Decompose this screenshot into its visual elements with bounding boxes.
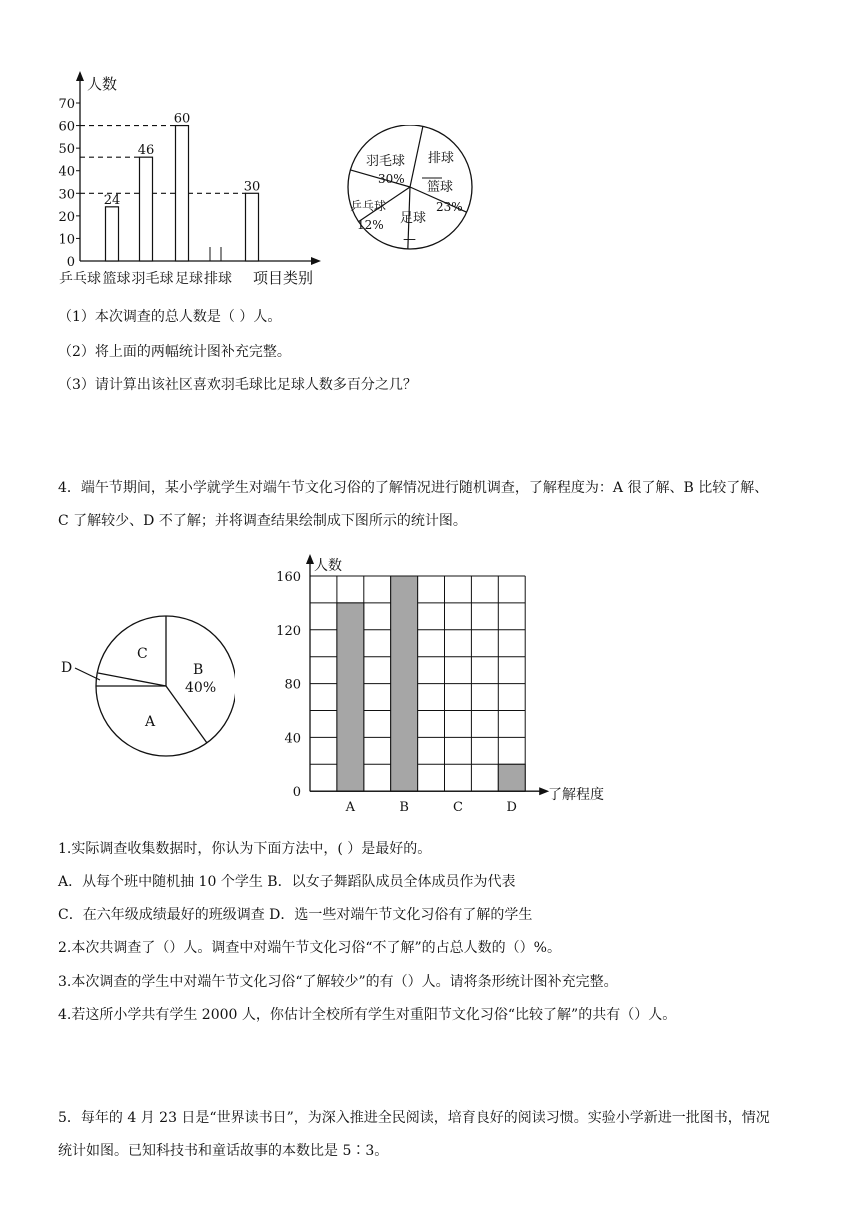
sports-bar-tick-label: 70 [58,97,75,112]
sports-bar-category-label: 排球 [204,271,232,287]
pie-label-a: A [145,714,156,730]
sports-bar-tick-label: 10 [58,232,75,248]
understanding-tick-label: 160 [276,570,301,585]
sports-bar-categories [59,270,232,287]
pie-label-pingpong: 乒乓球 [350,199,387,213]
sports-bar-ticks [58,97,80,270]
pie-label-d: D [61,660,73,676]
pie-label-c: C [137,646,148,662]
sports-bar-reference-lines [80,126,246,194]
sports-bar-value-label: 30 [243,179,261,195]
q4-intro-line1: 4．端午节期间，某小学就学生对端午节文化习俗的了解情况进行随机调查，了解程度为：A 很了解、B 比较了解、 [58,480,769,496]
sports-bar-tick-label: 50 [58,142,75,158]
understanding-bar-xlabel: 了解程度 [548,787,604,803]
pie-value-b: 40% [185,680,217,696]
understanding-category-label: D [506,800,517,815]
q4-option-ab: A．从每个班中随机抽 10 个学生 B．以女子舞蹈队成员全体成员作为代表 [58,874,516,890]
sports-bar-category-label: 篮球 [102,271,131,287]
understanding-pie-chart [55,610,235,760]
sports-bar-value-label: 24 [103,192,121,208]
sports-bar-xlabel: 项目类别 [253,269,314,287]
understanding-tick-label: 80 [284,677,301,693]
pie-label-football: 足球 [400,211,427,226]
sports-bar-bars [104,112,261,261]
understanding-category-label: A [345,800,356,815]
q4-option-cd: C．在六年级成绩最好的班级调查 D．选一些对端午节文化习俗有了解的学生 [58,907,533,923]
understanding-y-arrow [306,554,314,564]
q4-part2: 2.本次共调查了（）人。调查中对端午节文化习俗“不了解”的占总人数的（）%。 [58,940,561,956]
sports-bar-y-arrow [76,71,84,81]
sports-bar-tick-label: 20 [58,209,75,225]
understanding-category-label: C [452,800,463,815]
understanding-bar-ticks [276,570,301,800]
q3-part3: （3）请计算出该社区喜欢羽毛球比足球人数多百分之几？ [58,377,417,393]
q4-part1: 1.实际调查收集数据时，你认为下面方法中，( ）是最好的。 [58,841,432,857]
q4-part4: 4.若这所小学共有学生 2000 人，你估计全校所有学生对重阳节文化习俗“比较了解”的共有（）人。 [58,1007,677,1023]
sports-bar-tick-label: 0 [66,255,75,270]
pie-label-b: B [193,662,204,678]
q5-line1: 5．每年的 4 月 23 日是“世界读书日”，为深入推进全民阅读，培育良好的阅读习惯。实验小学新进一批图书，情况 [58,1110,770,1126]
pie-value-football: — [403,232,416,247]
sports-bar-1 [140,157,153,261]
pie-value-basketball: 23% [436,200,463,214]
sports-bar-category-label: 羽毛球 [131,271,174,287]
pie-label-volleyball: 排球 [428,151,455,166]
pie-value-badminton: 30% [378,172,405,186]
understanding-tick-label: 40 [284,731,301,747]
understanding-bar-A [337,603,364,791]
sports-bar-ylabel: 人数 [87,75,118,93]
sports-bar-chart [55,65,330,290]
understanding-bar-categories [345,800,517,815]
q3-part2: （2）将上面的两幅统计图补充完整。 [58,344,291,360]
sports-bar-category-label: 乒乓球 [59,271,101,287]
sports-bar-tick-label: 60 [58,119,75,135]
sports-bar-tick-label: 30 [58,187,75,203]
pie-value-pingpong: 12% [357,218,384,232]
understanding-category-label: B [399,800,409,815]
sports-bar-value-label: 46 [137,143,155,159]
sports-bar-value-label: 60 [173,111,191,127]
q5-line2: 统计如图。已知科技书和童话故事的本数比是 5∶3。 [58,1143,389,1159]
sports-bar-category-label: 足球 [175,271,203,287]
sports-bar-2 [176,126,189,261]
sports-bar-4 [246,193,259,261]
sports-bar-tick-label: 40 [58,164,75,180]
understanding-bar-D [498,764,525,791]
pie-label-badminton: 羽毛球 [366,154,406,169]
q4-intro-line2: C 了解较少、D 不了解；并将调查结果绘制成下图所示的统计图。 [58,513,467,529]
q3-part1: （1）本次调查的总人数是（ ）人。 [58,309,282,325]
sports-pie-chart [340,125,480,250]
pie-label-basketball: 篮球 [427,180,454,195]
understanding-bar-ylabel: 人数 [314,558,342,574]
understanding-tick-label: 120 [276,623,301,639]
q4-part3: 3.本次调查的学生中对端午节文化习俗“了解较少”的有（）人。请将条形统计图补充完整。 [58,974,618,990]
understanding-bar-B [391,576,418,791]
sports-bar-x-arrow [311,257,321,265]
sports-bar-0 [106,207,119,261]
understanding-tick-label: 0 [292,785,301,801]
understanding-bar-chart [270,550,620,815]
